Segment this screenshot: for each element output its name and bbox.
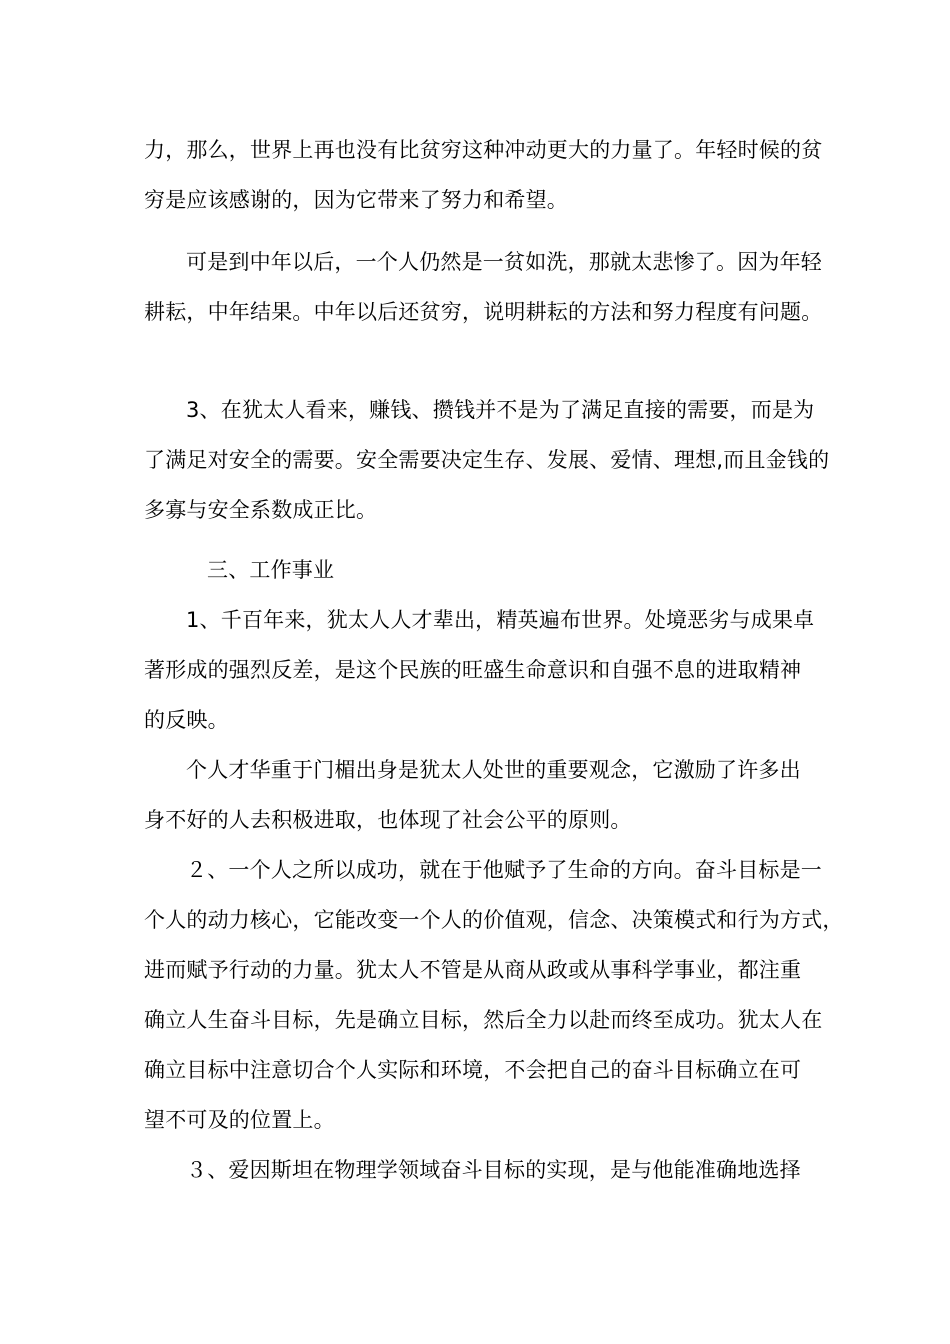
text-line: 3、在犹太人看来，赚钱、攒钱并不是为了满足直接的需要，而是为 — [186, 398, 815, 422]
text-line: 个人的动力核心，它能改变一个人的价值观，信念、决策模式和行为方式， — [144, 908, 844, 932]
text-line: 确立目标中注意切合个人实际和环境，不会把自己的奋斗目标确立在可 — [144, 1058, 802, 1082]
text-line: 多寡与安全系数成正比。 — [144, 498, 378, 522]
text-line: 穷是应该感谢的，因为它带来了努力和希望。 — [144, 188, 568, 212]
text-line: ３、爱因斯坦在物理学领域奋斗目标的实现，是与他能准确地选择 — [186, 1158, 801, 1182]
text-line: 进而赋予行动的力量。犹太人不管是从商从政或从事科学事业，都注重 — [144, 958, 802, 982]
text-line: ２、一个人之所以成功，就在于他赋予了生命的方向。奋斗目标是一 — [186, 858, 822, 882]
text-line: 望不可及的位置上。 — [144, 1108, 335, 1132]
text-line: 确立人生奋斗目标，先是确立目标，然后全力以赴而终至成功。犹太人在 — [144, 1008, 823, 1032]
text-line: 个人才华重于门楣出身是犹太人处世的重要观念，它激励了许多出 — [186, 758, 801, 782]
text-line: 耕耘，中年结果。中年以后还贫穷，说明耕耘的方法和努力程度有问题。 — [144, 300, 823, 324]
text-line: 著形成的强烈反差，是这个民族的旺盛生命意识和自强不息的进取精神 — [144, 658, 802, 682]
text-line: 了满足对安全的需要。安全需要决定生存、发展、爱情、理想,而且金钱的 — [144, 448, 830, 472]
text-line: 力，那么，世界上再也没有比贫穷这种冲动更大的力量了。年轻时候的贫 — [144, 138, 823, 162]
text-line: 1、千百年来，犹太人人才辈出，精英遍布世界。处境恶劣与成果卓 — [186, 608, 815, 632]
text-line: 身不好的人去积极进取，也体现了社会公平的原则。 — [144, 808, 632, 832]
text-line: 可是到中年以后，一个人仍然是一贫如洗，那就太悲惨了。因为年轻 — [186, 250, 822, 274]
text-line: 的反映。 — [144, 708, 229, 732]
section-heading: 三、工作事业 — [207, 558, 335, 582]
